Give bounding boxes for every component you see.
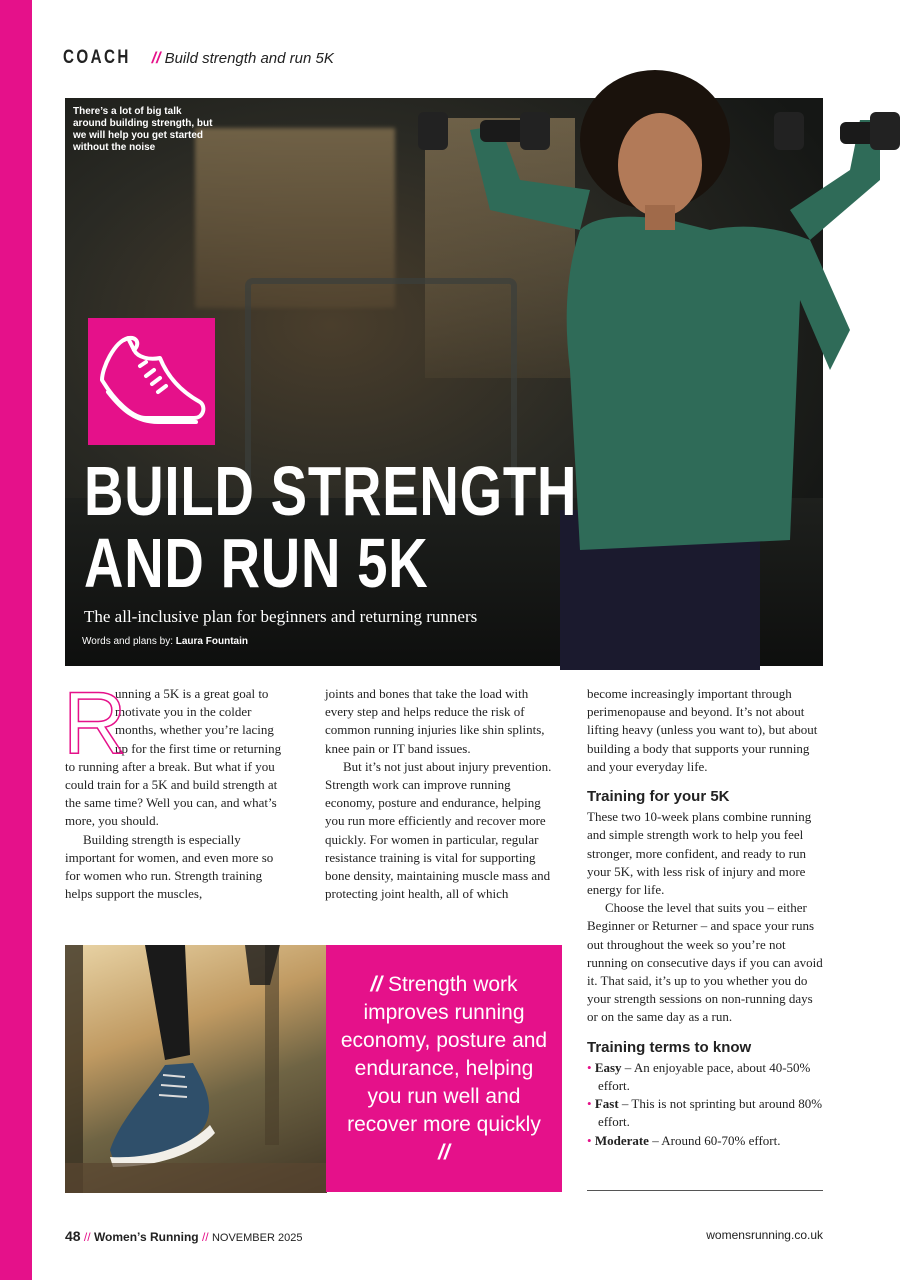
training-heading: Training for your 5K (587, 788, 730, 806)
body-paragraph: Building strength is especially important for women, and even more so for women who run. Strength training helps support the muscles, (65, 831, 274, 902)
terms-list (587, 1059, 823, 1150)
term-desc: – Around 60-70% effort. (648, 1132, 781, 1148)
pull-quote (326, 945, 562, 1192)
pull-quote-close: // (438, 1141, 450, 1164)
term-desc: – An enjoyable pace, about 40-50% effort. (598, 1059, 811, 1094)
running-shoe-icon (88, 318, 215, 445)
term-name: Fast (594, 1096, 619, 1112)
dropcap-letter: R (63, 673, 127, 772)
term-name: Easy (594, 1059, 622, 1075)
body-paragraph: Choose the level that suits you – either Beginner or Returner – and space your runs out throughout the week so you’re not running on consecutive days if you can avoid it. That said, it’s up to you whether you do your strength sessions on non-running days or on the same day as a run. (587, 900, 823, 1025)
pull-quote-open: // (370, 973, 383, 996)
term-name: Moderate (594, 1132, 649, 1148)
section-label: COACH (63, 47, 131, 68)
footer-separator: // (83, 1230, 91, 1244)
body-column-2 (325, 685, 560, 903)
body-paragraph: become increasingly important through perimenopause and beyond. It’s not about lifting heavy (unless you want to), but about building a body that supports your running and your everyday life. (587, 686, 818, 774)
headline-line-1: BUILD STRENGTH (84, 452, 578, 530)
footer-folio (65, 1228, 302, 1244)
byline (82, 636, 248, 647)
body-paragraph: But it’s not just about injury prevention. Strength work can improve running economy, posture and endurance, helping you run more efficiently and recover more quickly. For women in particular, regular resistance training is vital for supporting bone density, maintaining muscle mass and protecting joint health, all of which (325, 758, 552, 902)
running-shoe-photo (65, 945, 327, 1193)
body-paragraph: joints and bones that take the load with every step and helps reduce the risk of common running injuries like shin splints, knee pain or IT band issues. (325, 686, 545, 756)
dropcap (63, 673, 127, 772)
body-paragraph: unning a 5K is a great goal to motivate you in the colder months, whether you’re lacing up for the first time or returning to running after a break. But what if you could train for a 5K and build strength at the same time? Well you can, and what’s more, you should. (65, 686, 282, 829)
magazine-name: Women’s Running (93, 1230, 199, 1244)
section-header (63, 47, 334, 69)
footer-website: womensrunning.co.uk (706, 1228, 823, 1242)
term-item: • Fast – This is not sprinting but around 80% effort. (587, 1096, 823, 1130)
term-item: • Moderate – Around 60-70% effort. (587, 1132, 781, 1148)
body-column-1 (63, 673, 287, 903)
woman-lifting-dumbbells-illustration (560, 70, 900, 670)
runner-feet-illustration (65, 945, 327, 1193)
pull-quote-text: Strength work improves running economy, posture and endurance, helping you run well and recover more quickly (340, 973, 548, 1136)
header-separator: // (151, 50, 161, 67)
footer-separator: // (201, 1230, 209, 1244)
byline-author: Laura Fountain (175, 636, 248, 647)
column-rule (587, 1190, 823, 1191)
accent-side-bar (0, 0, 32, 1280)
standfirst: The all-inclusive plan for beginners and returning runners (84, 607, 478, 626)
section-title: Build strength and run 5K (164, 50, 334, 67)
issue-date: NOVEMBER 2025 (211, 1232, 303, 1244)
page-number: 48 (65, 1228, 81, 1244)
headline-line-2: AND RUN 5K (84, 524, 429, 602)
body-paragraph: These two 10-week plans combine running and simple strength work to help you feel stronger, more confident, and ready to run your 5K, with less risk of injury and more energy for life. (587, 809, 812, 898)
headline (84, 452, 578, 602)
term-desc: – This is not sprinting but around 80% effort. (598, 1096, 823, 1130)
byline-label: Words and plans by: (82, 636, 173, 647)
terms-heading: Training terms to know (587, 1038, 752, 1056)
term-item: • Easy – An enjoyable pace, about 40-50% effort. (587, 1059, 811, 1094)
running-shoe-icon-box (88, 318, 215, 445)
hero-caption: There’s a lot of big talk around building strength, but we will help you get started without the noise (73, 106, 213, 153)
body-column-3 (587, 685, 823, 1150)
